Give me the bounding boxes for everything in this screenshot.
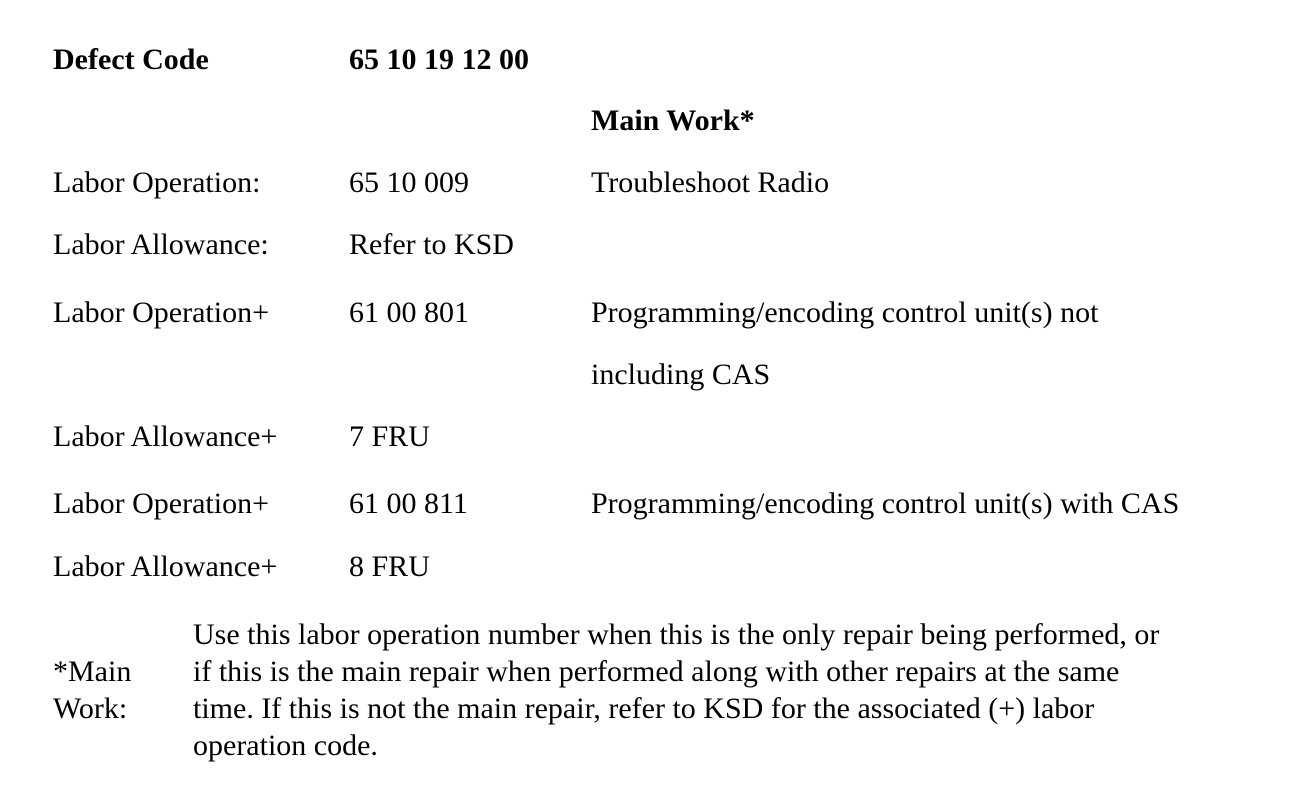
row-2-code: Refer to KSD [349, 228, 514, 261]
footnote-label-line-1: *Main [53, 655, 132, 688]
footnote-line-2: if this is the main repair when performed along with other repairs at the same [193, 655, 1120, 688]
footnote-line-1: Use this labor operation number when this is the only repair being performed, or [193, 618, 1160, 651]
row-6-label: Labor Allowance+ [53, 550, 278, 583]
footnote-label-line-2: Work: [53, 692, 128, 725]
defect-code-label: Defect Code [53, 43, 209, 76]
row-5-code: 61 00 811 [349, 487, 468, 520]
footnote-text [193, 616, 1293, 764]
footnote-label [53, 653, 131, 727]
row-1-label: Labor Operation: [53, 166, 261, 199]
row-4-code: 7 FRU [349, 420, 430, 453]
row-3-label: Labor Operation+ [53, 296, 270, 329]
row-4-label: Labor Allowance+ [53, 420, 278, 453]
row-1-code: 65 10 009 [349, 166, 469, 199]
footnote-line-3: time. If this is not the main repair, refer to KSD for the associated (+) labor [193, 692, 1095, 725]
defect-code-value: 65 10 19 12 00 [349, 43, 529, 76]
footnote-line-4: operation code. [193, 729, 378, 762]
row-6-code: 8 FRU [349, 550, 430, 583]
row-3-description-line-2: including CAS [591, 358, 771, 391]
row-5-label: Labor Operation+ [53, 487, 270, 520]
row-2-label: Labor Allowance: [53, 228, 269, 261]
row-3-description: Programming/encoding control unit(s) not [591, 296, 1099, 329]
row-1-description: Troubleshoot Radio [591, 166, 830, 199]
row-3-code: 61 00 801 [349, 296, 469, 329]
row-5-description: Programming/encoding control unit(s) with CAS [591, 487, 1180, 520]
main-work-heading: Main Work* [591, 104, 755, 137]
